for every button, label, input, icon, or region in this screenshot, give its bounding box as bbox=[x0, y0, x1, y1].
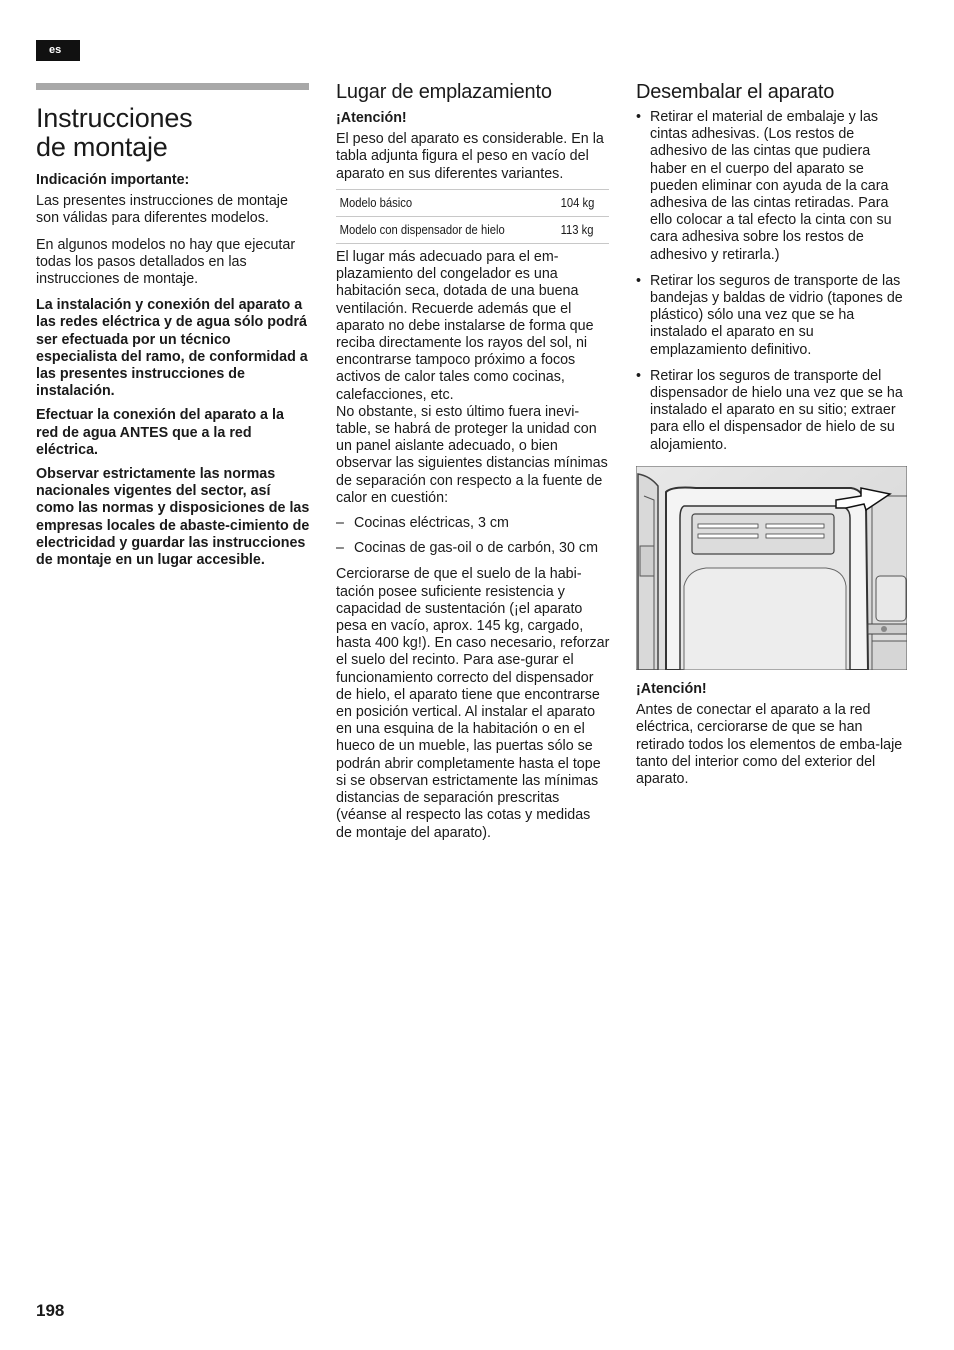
table-cell-model: Modelo básico bbox=[336, 190, 535, 217]
distance-list bbox=[336, 515, 610, 557]
important-heading: Indicación importante: bbox=[36, 172, 190, 188]
table-cell-model: Modelo con dispensador de hielo bbox=[336, 217, 535, 244]
language-tag: es bbox=[36, 40, 80, 61]
list-item: – Cocinas eléctricas, 3 cm bbox=[336, 515, 610, 532]
table-row bbox=[336, 217, 609, 244]
list-item: • Retirar los seguros de transporte del dispensador de hielo una vez que se ha instalado el aparato en su sitio; extraer para ello el dispensador de hielo de su alojamiento. bbox=[636, 368, 910, 454]
ice-dispenser-removal-illustration bbox=[636, 466, 907, 670]
page-title-line-2: de montaje bbox=[36, 132, 168, 162]
col2-paragraph-2: El lugar más adecuado para el em-plazamiento del congelador es una habitación seca, dotada de una buena ventilación. Recuerde además que el aparato no debe instalarse de forma que reciba directamente los rayos del sol, ni encontrarse tampoco próximo a focos activos de calor tales como cocinas, calefacciones, etc. bbox=[336, 249, 594, 403]
list-item: – Cocinas de gas-oil o de carbón, 30 cm bbox=[336, 540, 610, 557]
table-cell-weight: 104 kg bbox=[557, 190, 604, 217]
col3-final bbox=[636, 681, 910, 788]
table-cell-weight: 113 kg bbox=[557, 217, 604, 244]
col2-body bbox=[336, 249, 610, 842]
col1-bold-paragraph-1: La instalación y conexión del aparato a las redes eléctrica y de agua sólo podrá ser efectuada por un técnico especialista del ramo, de conformidad a las presentes instrucciones de instalación. bbox=[36, 297, 308, 400]
page-title bbox=[36, 104, 192, 162]
col1-bold-paragraph-2: Efectuar la conexión del aparato a la red de agua ANTES que a la red eléctrica. bbox=[36, 407, 284, 458]
col2-paragraph-4: Cerciorarse de que el suelo de la habi-tación posee suficiente resistencia y capacidad de sustentación (¡el aparato pesa en vacío, aprox. 145 kg, cargado, hasta 400 kg!). En caso necesario, reforzar el suelo del recinto. Para ase-gurar el funcionamiento correcto del dispensador de hielo, el aparato tiene que encontrarse en posición vertical. Al instalar el aparato en una esquina de la habitación o en el hueco de un mueble, las puertas sólo se podrán abrir completamente hasta el tope si se observan estrictamente las mínimas distancias de separación prescritas (véanse al respecto las cotas y medidas de montaje del aparato). bbox=[336, 566, 610, 841]
col3-attention: ¡Atención! bbox=[636, 681, 707, 697]
col2-paragraph-3: No obstante, si esto último fuera inevi-table, se habrá de proteger la unidad con un panel aislante adecuado, o bien observar las siguientes distancias mínimas de separación con respecto a la fuente de calor en cuestión: bbox=[336, 403, 608, 506]
col1-paragraph-2: En algunos modelos no hay que ejecutar todas los pasos detallados en las instrucciones de montaje. bbox=[36, 236, 296, 288]
col3-body bbox=[636, 109, 910, 454]
weight-table bbox=[336, 189, 609, 244]
ice-dispenser-icon bbox=[636, 466, 907, 670]
col1-body bbox=[36, 172, 310, 569]
page-title-line-1: Instrucciones bbox=[36, 103, 193, 133]
col2-paragraph-1: El peso del aparato es considerable. En la tabla adjunta figura el peso en vacío del aparato en sus diferentes variantes. bbox=[336, 131, 604, 182]
title-rule bbox=[36, 83, 309, 90]
section-title-location: Lugar de emplazamiento bbox=[336, 81, 552, 103]
section-title-unpacking: Desembalar el aparato bbox=[636, 81, 835, 103]
col1-paragraph-1: Las presentes instrucciones de montaje son válidas para diferentes modelos. bbox=[36, 193, 288, 227]
unpacking-list bbox=[636, 109, 910, 454]
list-item: • Retirar los seguros de transporte de las bandejas y baldas de vidrio (tapones de plástico) sólo una vez que se ha instalado el aparato en su emplazamiento definitivo. bbox=[636, 273, 910, 359]
list-item: • Retirar el material de embalaje y las cintas adhesivas. (Los restos de adhesivo de las cintas que pudiera haber en el cuerpo del aparato se pueden eliminar con ayuda de la cara adhesiva de las cintas retiradas. Para ello colocar a tal efecto la cinta con su cara adhesiva sobre los restos de adhesivo y retirarla.) bbox=[636, 109, 910, 264]
col3-final-paragraph: Antes de conectar el aparato a la red eléctrica, cerciorarse de que se han retirado todos los elementos de emba-laje tanto del interior como del exterior del aparato. bbox=[636, 702, 903, 788]
page-number: 198 bbox=[36, 1301, 65, 1320]
col2-attention: ¡Atención! bbox=[336, 110, 407, 126]
col2-intro bbox=[336, 110, 610, 183]
col1-bold-paragraph-3: Observar estrictamente las normas nacionales vigentes del sector, así como las normas y disposiciones de las empresas locales de abaste-cimiento de electricidad y guardar las instrucciones de montaje en un lugar accesible. bbox=[36, 466, 310, 569]
table-row bbox=[336, 190, 609, 217]
